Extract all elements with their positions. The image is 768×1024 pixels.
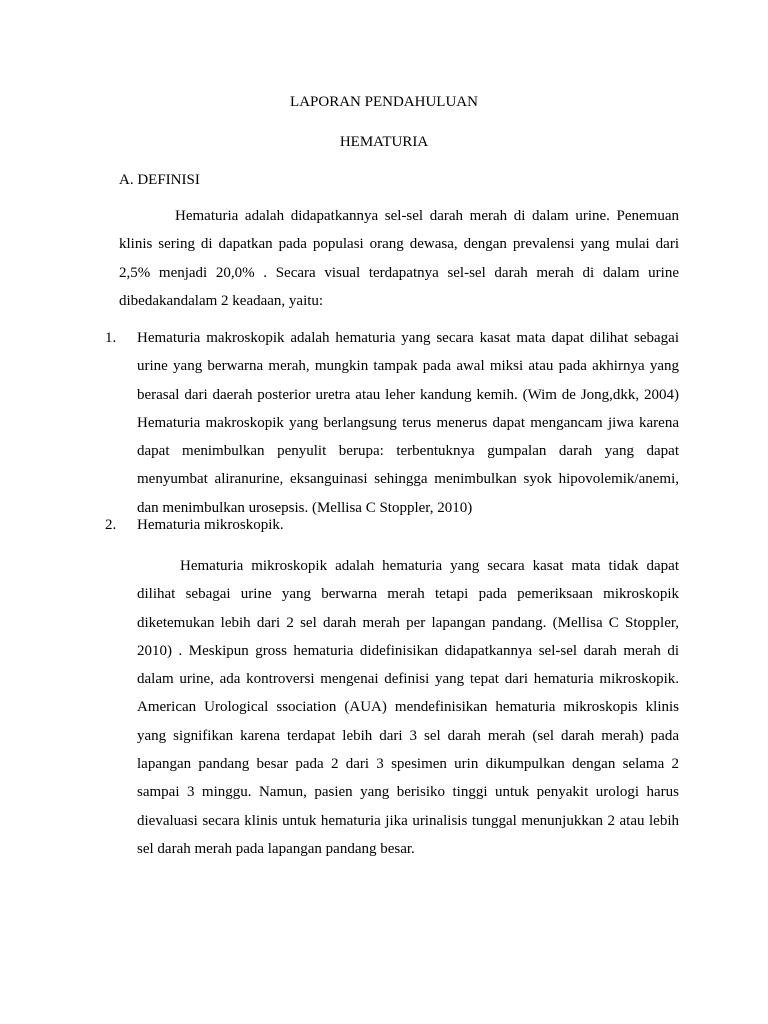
list-item-number: 1. [105, 330, 117, 346]
intro-paragraph: Hematuria adalah didapatkannya sel-sel darah merah di dalam urine. Penemuan klinis sering di dapatkan pada populasi orang dewasa, dengan prevalensi yang mulai dari 2,5% menjadi 20,0% . Secara visual terdapatnya sel-sel darah merah di dalam urine dibedakandalam 2 keadaan, yaitu: [119, 208, 679, 309]
list-item-number: 2. [105, 517, 117, 533]
document-title: LAPORAN PENDAHULUAN [290, 94, 478, 110]
section-heading: A. DEFINISI [119, 172, 200, 188]
list-item-text: Hematuria mikroskopik. [137, 517, 284, 533]
list-item-text: Hematuria makroskopik adalah hematuria yang secara kasat mata dapat dilihat sebagai urine yang berwarna merah, mungkin tampak pada awal miksi atau pada akhirnya yang berasal dari daerah posterior uretra atau leher kandung kemih. (Wim de Jong,dkk, 2004) Hematuria makroskopik yang berlangsung terus menerus dapat mengancam jiwa karena dapat menimbulkan penyulit berupa: terbentuknya gumpalan darah yang dapat menyumbat aliranurine, eksanguinasi sehingga menimbulkan syok hipovolemik/anemi, dan menimbulkan urosepsis. (Mellisa C Stoppler, 2010) [137, 330, 679, 516]
sub-paragraph: Hematuria mikroskopik adalah hematuria yang secara kasat mata tidak dapat dilihat sebagai urine yang berwarna merah tetapi pada pemeriksaan mikroskopik diketemukan lebih dari 2 sel darah merah per lapangan pandang. (Mellisa C Stoppler, 2010) . Meskipun gross hematuria didefinisikan didapatkannya sel-sel darah merah di dalam urine, ada kontroversi mengenai definisi yang tepat dari hematuria mikroskopik. American Urological ssociation (AUA) mendefinisikan hematuria mikroskopis klinis yang signifikan karena terdapat lebih dari 3 sel darah merah (sel darah merah) pada lapangan pandang besar pada 2 dari 3 spesimen urin dikumpulkan dengan selama 2 sampai 3 minggu. Namun, pasien yang berisiko tinggi untuk penyakit urologi harus dievaluasi secara klinis untuk hematuria jika urinalisis tunggal menunjukkan 2 atau lebih sel darah merah pada lapangan pandang besar. [137, 558, 679, 857]
document-subtitle: HEMATURIA [339, 134, 429, 150]
